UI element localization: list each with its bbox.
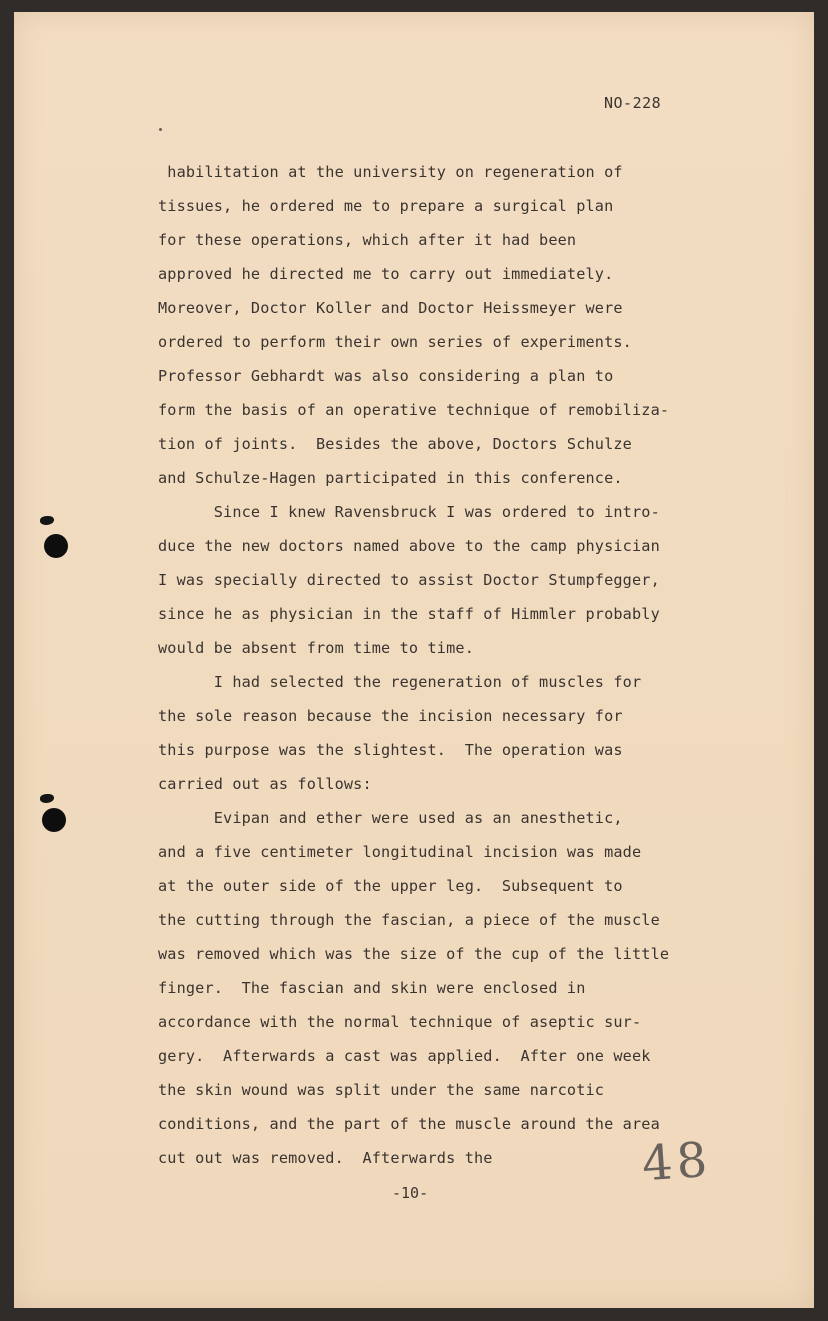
- body-line: the cutting through the fascian, a piece of the muscle: [158, 911, 660, 929]
- body-line: the sole reason because the incision necessary for: [158, 707, 623, 725]
- body-line: habilitation at the university on regeneration of: [158, 163, 623, 181]
- body-line: conditions, and the part of the muscle around the area: [158, 1115, 660, 1133]
- punch-hole-fleck: [40, 516, 54, 525]
- body-line: Professor Gebhardt was also considering a plan to: [158, 367, 614, 385]
- body-line: would be absent from time to time.: [158, 639, 474, 657]
- punch-hole: [42, 808, 66, 832]
- body-line: this purpose was the slightest. The operation was: [158, 741, 623, 759]
- punch-hole-fleck: [40, 794, 54, 803]
- body-line: Moreover, Doctor Koller and Doctor Heissmeyer were: [158, 299, 623, 317]
- body-line: finger. The fascian and skin were enclosed in: [158, 979, 586, 997]
- body-line: tissues, he ordered me to prepare a surgical plan: [158, 197, 614, 215]
- body-line: I was specially directed to assist Doctor Stumpfegger,: [158, 571, 660, 589]
- body-line: was removed which was the size of the cup of the little: [158, 945, 670, 963]
- document-body: [158, 160, 669, 1180]
- body-line: gery. Afterwards a cast was applied. After one week: [158, 1047, 651, 1065]
- body-line: ordered to perform their own series of experiments.: [158, 333, 632, 351]
- body-line: tion of joints. Besides the above, Doctors Schulze: [158, 435, 632, 453]
- body-line: for these operations, which after it had been: [158, 231, 577, 249]
- body-line: Since I knew Ravensbruck I was ordered to intro-: [158, 503, 660, 521]
- handwritten-page-number: 48: [640, 1131, 713, 1193]
- body-line: I had selected the regeneration of muscles for: [158, 673, 642, 691]
- body-line: cut out was removed. Afterwards the: [158, 1149, 493, 1167]
- document-id: NO-228: [604, 94, 662, 112]
- body-line: and Schulze-Hagen participated in this conference.: [158, 469, 623, 487]
- stray-ink-mark: [159, 128, 162, 131]
- document-page: [14, 12, 814, 1308]
- body-line: Evipan and ether were used as an anesthetic,: [158, 809, 623, 827]
- body-line: the skin wound was split under the same narcotic: [158, 1081, 605, 1099]
- body-line: at the outer side of the upper leg. Subsequent to: [158, 877, 623, 895]
- body-line: duce the new doctors named above to the camp physician: [158, 537, 660, 555]
- body-line: approved he directed me to carry out immediately.: [158, 265, 614, 283]
- page-number: -10-: [392, 1184, 429, 1202]
- body-line: and a five centimeter longitudinal incision was made: [158, 843, 642, 861]
- body-line: carried out as follows:: [158, 775, 372, 793]
- punch-hole: [44, 534, 68, 558]
- body-line: accordance with the normal technique of aseptic sur-: [158, 1013, 642, 1031]
- body-line: form the basis of an operative technique of remobiliza-: [158, 401, 670, 419]
- body-line: since he as physician in the staff of Himmler probably: [158, 605, 660, 623]
